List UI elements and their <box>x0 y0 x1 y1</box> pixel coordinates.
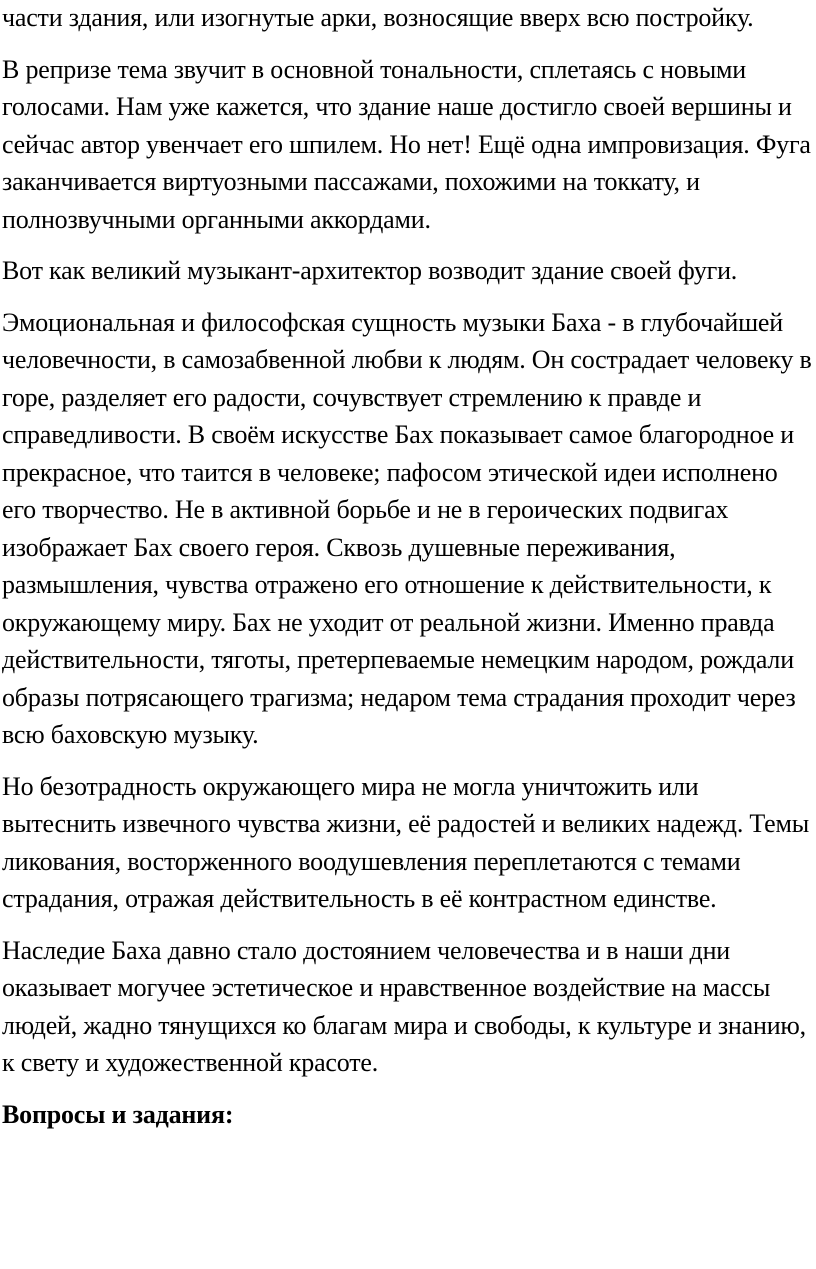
paragraph-essence: Эмоциональная и философская сущность музыки Баха - в глубочайшей человечности, в самозабвенной любви к людям. Он сострадает человеку в горе, разделяет его радости, сочувствует стремлению к правде и справедливости. В своём искусстве Бах показывает самое благородное и прекрасное, что таится в человеке; пафосом этической идеи исполнено его творчество. Не в активной борьбе и не в героических подвигах изображает Бах своего героя. Сквозь душевные переживания, размышления, чувства отражено его отношение к действительности, к окружающему миру. Бах не уходит от реальной жизни. Именно правда действительности, тяготы, претерпеваемые немецким народом, рождали образы потрясающего трагизма; недаром тема страдания проходит через всю баховскую музыку. <box>2 307 812 749</box>
paragraph-architect: Вот как великий музыкант-архитектор возводит здание своей фуги. <box>2 256 738 285</box>
paragraph-hope: Но безотрадность окружающего мира не могла уничтожить или вытеснить извечного чувства жизни, её радостей и великих надежд. Темы ликования, восторженного воодушевления переплетаются с темами страдания, отражая действительность в её контрастном единстве. <box>2 771 809 913</box>
paragraph-reprise: В репризе тема звучит в основной тональности, сплетаясь с новыми голосами. Нам уже кажется, что здание наше достигло своей вершины и сейчас автор увенчает его шпилем. Но нет! Ещё одна импровизация. Фуга заканчивается виртуозными пассажами, похожими на токкату, и полнозвучными органными аккордами. <box>2 54 811 234</box>
paragraph-arches: части здания, или изогнутые арки, возносящие вверх всю постройку. <box>2 3 754 32</box>
section-heading: Вопросы и задания: <box>2 1099 234 1129</box>
paragraph-legacy: Наследие Баха давно стало достоянием человечества и в наши дни оказывает могучее эстетическое и нравственное воздействие на массы людей, жадно тянущихся ко благам мира и свободы, к культуре и знанию, к свету и художественной красоте. <box>2 935 806 1077</box>
